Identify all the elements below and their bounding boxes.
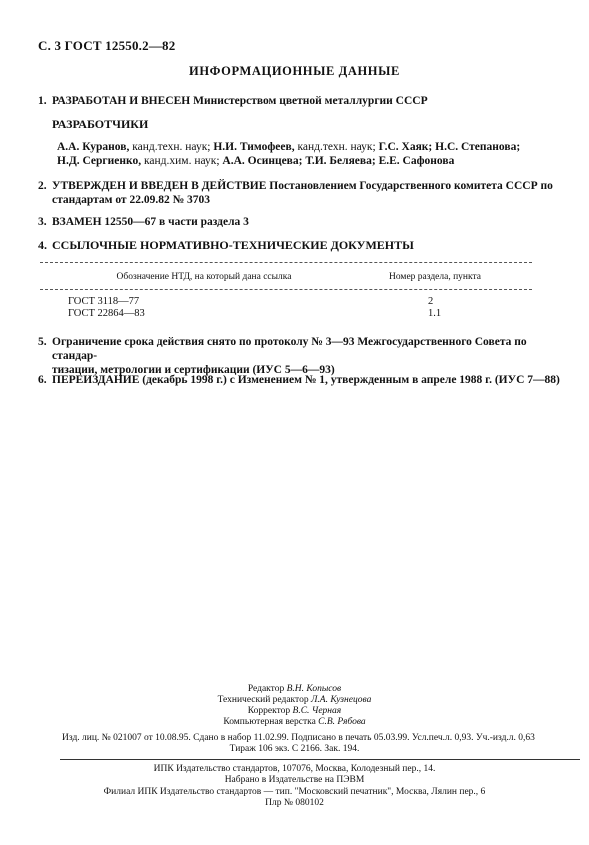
imprint-person: Л.А. Кузнецова xyxy=(310,695,372,705)
item-number: 3. xyxy=(38,216,47,228)
item-number: 1. xyxy=(38,95,47,107)
item-text: Министерством цветной металлургии СССР xyxy=(193,95,428,107)
imprint-plr: Плр № 080102 xyxy=(265,798,324,808)
imprint-layout xyxy=(0,717,589,728)
item-replaces xyxy=(38,215,574,229)
page-header: С. 3 ГОСТ 12550.2—82 xyxy=(38,38,176,53)
developers-list xyxy=(57,140,577,168)
imprint-print-run: Тираж 106 экз. С 2166. Зак. 194. xyxy=(229,744,360,754)
item-references xyxy=(38,238,574,252)
developers-heading: РАЗРАБОТЧИКИ xyxy=(52,117,149,131)
developer-degree: канд.техн. наук; xyxy=(294,141,379,153)
table-cell-clause: 1.1 xyxy=(428,308,442,319)
item-number: 5. xyxy=(38,336,47,348)
imprint-person: В.Н. Копысов xyxy=(286,684,342,694)
developer-degree: канд.хим. наук; xyxy=(141,155,223,167)
document-title: ИНФОРМАЦИОННЫЕ ДАННЫЕ xyxy=(189,64,400,78)
imprint-editor xyxy=(0,684,589,695)
item-heading: РАЗРАБОТАН И ВНЕСЕН xyxy=(52,95,191,107)
developer-name: Н.И. Тимофеев, xyxy=(213,141,295,153)
item-text: ПЕРЕИЗДАНИЕ (декабрь 1998 г.) с Изменением № 1, утвержденным в апреле 1988 г. (ИУС 7—88) xyxy=(52,374,560,386)
table-cell-doc: ГОСТ 22864—83 xyxy=(68,308,145,319)
table-cell-doc: ГОСТ 3118—77 xyxy=(68,296,140,307)
imprint-divider xyxy=(60,759,580,760)
item-number: 2. xyxy=(38,180,47,192)
item-text-continued: тизации, метрологии и сертификации (ИУС 5—6—93) xyxy=(52,364,335,376)
imprint-person: В.С. Черная xyxy=(292,706,342,716)
item-heading: УТВЕРЖДЕН И ВВЕДЕН В ДЕЙСТВИЕ xyxy=(52,180,267,192)
table-row xyxy=(68,296,139,308)
imprint-branch: Филиал ИПК Издательство стандартов — тип. "Московский печатник", Москва, Лялин пер., 6 xyxy=(103,787,486,797)
item-reissue xyxy=(38,373,574,387)
imprint-label: Редактор xyxy=(247,684,287,694)
developer-name: А.А. Осинцева; Т.И. Беляева; Е.Е. Сафонова xyxy=(222,155,455,167)
item-text: Постановлением Государственного комитета СССР по xyxy=(269,180,553,192)
item-number: 4. xyxy=(38,238,47,252)
item-text: ВЗАМЕН 12550—67 в части раздела 3 xyxy=(52,216,249,228)
item-developed-by xyxy=(38,94,574,108)
item-text: Ограничение срока действия снято по протоколу № 3—93 Межгосударственного Совета по стандар- xyxy=(52,336,527,362)
imprint-publisher: ИПК Издательство стандартов, 107076, Москва, Колодезный пер., 14. xyxy=(153,764,436,774)
table-row xyxy=(68,308,145,320)
developer-name: Н.Д. Сергиенко, xyxy=(57,155,142,167)
table-cell-clause: 2 xyxy=(428,296,434,307)
imprint-label: Корректор xyxy=(247,706,293,716)
imprint-typeset: Набрано в Издательстве на ПЭВМ xyxy=(224,775,365,785)
developer-name: Г.С. Хаяк; Н.С. Степанова; xyxy=(378,141,521,153)
table-header-rule xyxy=(40,289,532,290)
table-row xyxy=(428,308,441,320)
imprint-label: Компьютерная верстка xyxy=(223,717,319,727)
developer-degree: канд.техн. наук; xyxy=(129,141,214,153)
table-top-rule xyxy=(40,262,532,263)
developer-name: А.А. Куранов, xyxy=(57,141,130,153)
imprint-tech-editor xyxy=(0,695,589,706)
item-number: 6. xyxy=(38,374,47,386)
table-header-doc: Обозначение НТД, на который дана ссылка xyxy=(116,272,292,282)
table-row xyxy=(428,296,433,308)
imprint-corrector xyxy=(0,706,589,717)
imprint-publishing-details: Изд. лиц. № 021007 от 10.08.95. Сдано в набор 11.02.99. Подписано в печать 05.03.99. Усл.печ.л. 0,93. Уч.-изд.л. 0,63 xyxy=(62,733,535,743)
table-header-clause: Номер раздела, пункта xyxy=(389,272,481,282)
imprint-label: Технический редактор xyxy=(217,695,311,705)
item-validity xyxy=(38,335,574,377)
item-approved xyxy=(38,179,574,207)
item-text-continued: стандартам от 22.09.82 № 3703 xyxy=(52,194,211,206)
imprint-person: С.В. Рябова xyxy=(318,717,366,727)
item-text: ССЫЛОЧНЫЕ НОРМАТИВНО-ТЕХНИЧЕСКИЕ ДОКУМЕНТЫ xyxy=(52,238,414,252)
